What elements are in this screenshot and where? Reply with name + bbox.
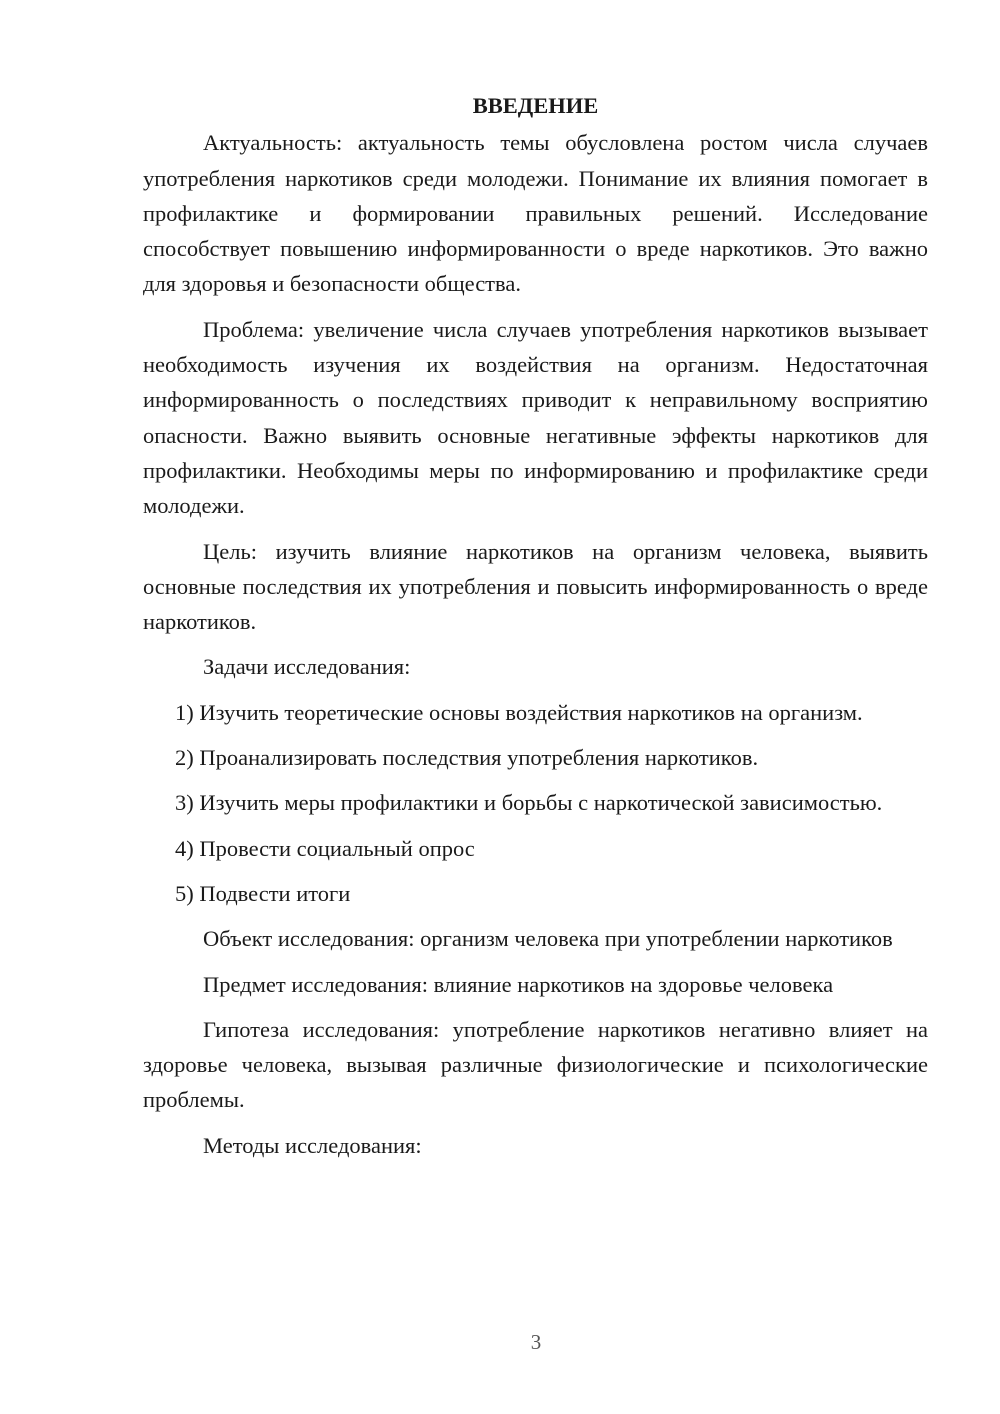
page-number: 3: [530, 1330, 542, 1354]
paragraph-problem: Проблема: увеличение числа случаев употребления наркотиков вызывает необходимость изучения их воздействия на организм. Недостаточная информированность о последствиях приводит к неправильному восприятию опасности. Важно выявить основные негативные эффекты наркотиков для профилактики. Необходимы меры по информированию и профилактике среди молодежи.: [143, 316, 928, 519]
paragraph-hypothesis: Гипотеза исследования: употребление наркотиков негативно влияет на здоровье человека, вызывая различные физиологические и психологические проблемы.: [143, 1016, 928, 1113]
task-item-2: 2) Проанализировать последствия употребления наркотиков.: [175, 745, 759, 771]
document-page: [143, 88, 928, 1173]
paragraph-methods: Методы исследования:: [203, 1132, 422, 1158]
paragraph-goal: Цель: изучить влияние наркотиков на организм человека, выявить основные последствия их употребления и повысить информированность о вреде наркотиков.: [143, 538, 928, 635]
tasks-heading: Задачи исследования:: [203, 654, 411, 680]
task-item-5: 5) Подвести итоги: [175, 880, 351, 906]
section-title: ВВЕДЕНИЕ: [472, 93, 599, 118]
paragraph-object: Объект исследования: организм человека при употреблении наркотиков: [203, 926, 893, 952]
task-item-4: 4) Провести социальный опрос: [175, 835, 475, 861]
task-item-1: 1) Изучить теоретические основы воздействия наркотиков на организм.: [175, 699, 863, 725]
paragraph-relevance: Актуальность: актуальность темы обусловлена ростом числа случаев употребления наркотиков среди молодежи. Понимание их влияния помогает в профилактике и формировании правильных решений. Исследование способствует повышению информированности о вреде наркотиков. Это важно для здоровья и безопасности общества.: [143, 130, 928, 297]
paragraph-subject: Предмет исследования: влияние наркотиков на здоровье человека: [203, 971, 834, 997]
task-item-3: 3) Изучить меры профилактики и борьбы с наркотической зависимостью.: [175, 790, 883, 816]
